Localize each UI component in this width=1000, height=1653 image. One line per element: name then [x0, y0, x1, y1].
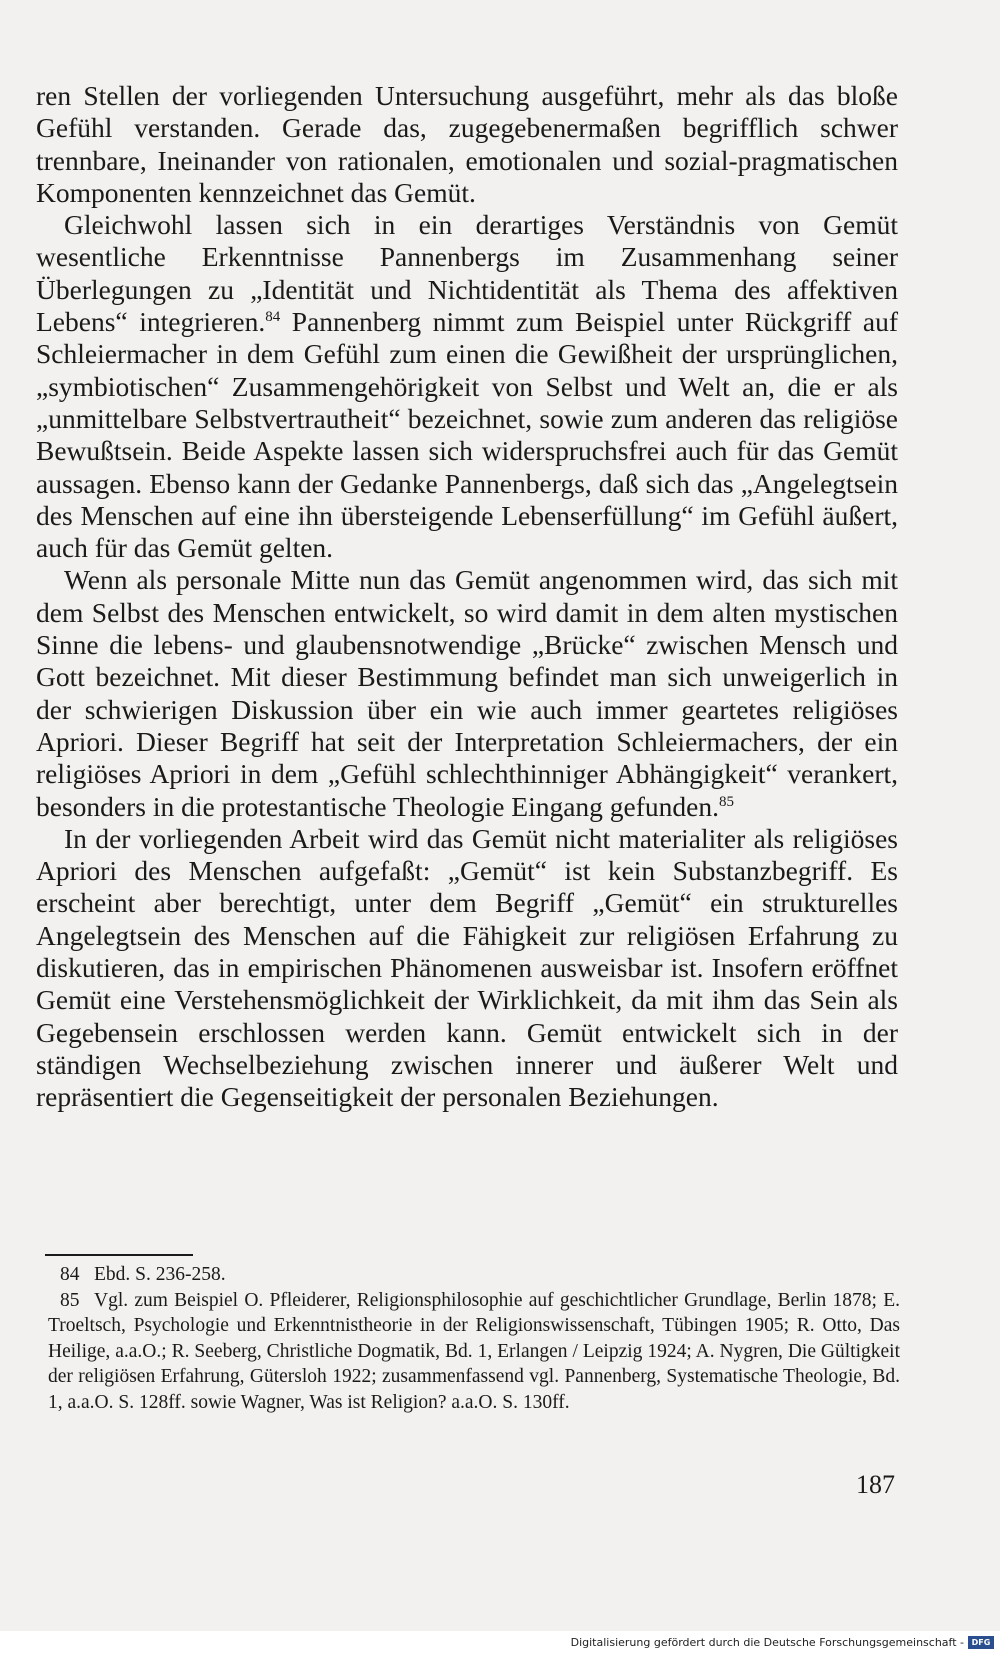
footnote-divider [45, 1254, 193, 1256]
paragraph-text: ren Stellen der vorliegenden Untersuchung ausgeführt, mehr als das bloße Gefühl verstanden. Gerade das, zugegebenermaßen begrifflich schwer trennbare, Ineinander von rationalen, emotionalen und sozial-pragmatischen Komponenten kennzeichnet das Gemüt. [36, 80, 898, 208]
digitization-credit: Digitalisierung gefördert durch die Deutsche Forschungsgemeinschaft - [570, 1636, 964, 1649]
paragraph [36, 209, 898, 564]
paragraph [36, 80, 898, 209]
footnote-reference: 85 [719, 793, 734, 810]
paragraph-text: Wenn als personale Mitte nun das Gemüt angenommen wird, das sich mit dem Selbst des Menschen entwickelt, so wird damit in dem alten mystischen Sinne die lebens- und glaubensnotwendige „Brücke“ zwischen Mensch und Gott bezeichnet. Mit dieser Bestimmung befindet man sich unweigerlich in der schwierigen Diskussion über ein wie auch immer geartetes religiöses Apriori. Dieser Begriff hat seit der Interpretation Schleiermachers, der ein religiöses Apriori in dem „Gefühl schlechthinniger Abhängigkeit“ verankert, besonders in die protestantische Theologie Eingang gefunden. [36, 564, 898, 822]
paragraph-text: In der vorliegenden Arbeit wird das Gemüt nicht materialiter als religiöses Apriori des Menschen aufgefaßt: „Gemüt“ ist kein Substanzbegriff. Es erscheint aber berechtigt, unter dem Begriff „Gemüt“ ein strukturelles Angelegtsein des Menschen auf die Fähigkeit zur religiösen Erfahrung zu diskutieren, das in empirischen Phänomenen ausweisbar ist. Insofern eröffnet Gemüt eine Verstehensmöglichkeit der Wirklichkeit, da mit ihm das Sein als Gegebensein erschlossen werden kann. Gemüt entwickelt sich in der ständigen Wechselbeziehung zwischen innerer und äußerer Welt und repräsentiert die Gegenseitigkeit der personalen Beziehungen. [36, 822, 898, 1113]
footnote [48, 1262, 900, 1288]
footnote-text: Vgl. zum Beispiel O. Pfleiderer, Religionsphilosophie auf geschichtlicher Grundlage, Berlin 1878; E. Troeltsch, Psychologie und Erkenntnistheorie in der Religionswissenschaft, Tübingen 1905; R. Otto, Das Heilige, a.a.O.; R. Seeberg, Christliche Dogmatik, Bd. 1, Erlangen / Leipzig 1924; A. Nygren, Die Gültigkeit der religiösen Erfahrung, Gütersloh 1922; zusammenfassend vgl. Pannenberg, Systematische Theologie, Bd. 1, a.a.O. S. 128ff. sowie Wagner, Was ist Religion? a.a.O. S. 130ff. [48, 1289, 900, 1413]
paragraph [36, 564, 898, 822]
footnote-text: Ebd. S. 236-258. [94, 1264, 226, 1285]
footnote [48, 1288, 900, 1416]
footnotes [48, 1262, 900, 1415]
main-text [36, 80, 898, 1114]
paragraph [36, 823, 898, 1114]
footnote-number: 85 [60, 1289, 80, 1311]
footnote-reference: 84 [265, 308, 281, 325]
credit-bar [0, 1631, 1000, 1653]
dfg-logo: DFG [968, 1636, 994, 1649]
paragraph-text: Pannenberg nimmt zum Beispiel unter Rückgriff auf Schleiermacher in dem Gefühl zum einen die Gewißheit der ursprünglichen, „symbiotischen“ Zusammengehörigkeit von Selbst und Welt an, die er als „unmittelbare Selbstvertrautheit“ bezeichnet, sowie zum anderen das religiöse Bewußtsein. Beide Aspekte lassen sich widerspruchsfrei auch für das Gemüt aussagen. Ebenso kann der Gedanke Pannenbergs, daß sich das „Angelegtsein des Menschen auf eine ihn übersteigende Lebenserfüllung“ im Gefühl äußert, auch für das Gemüt gelten. [36, 306, 898, 564]
paragraph-text: Gleichwohl lassen sich in ein derartiges Verständnis von Gemüt wesentliche Erkenntnisse Pannenbergs im Zusammenhang seiner Überlegungen zu „Identität und Nichtidentität als Thema des affektiven Lebens“ integrieren. [36, 209, 898, 338]
page-number: 187 [856, 1470, 895, 1499]
footnote-number: 84 [60, 1264, 80, 1285]
